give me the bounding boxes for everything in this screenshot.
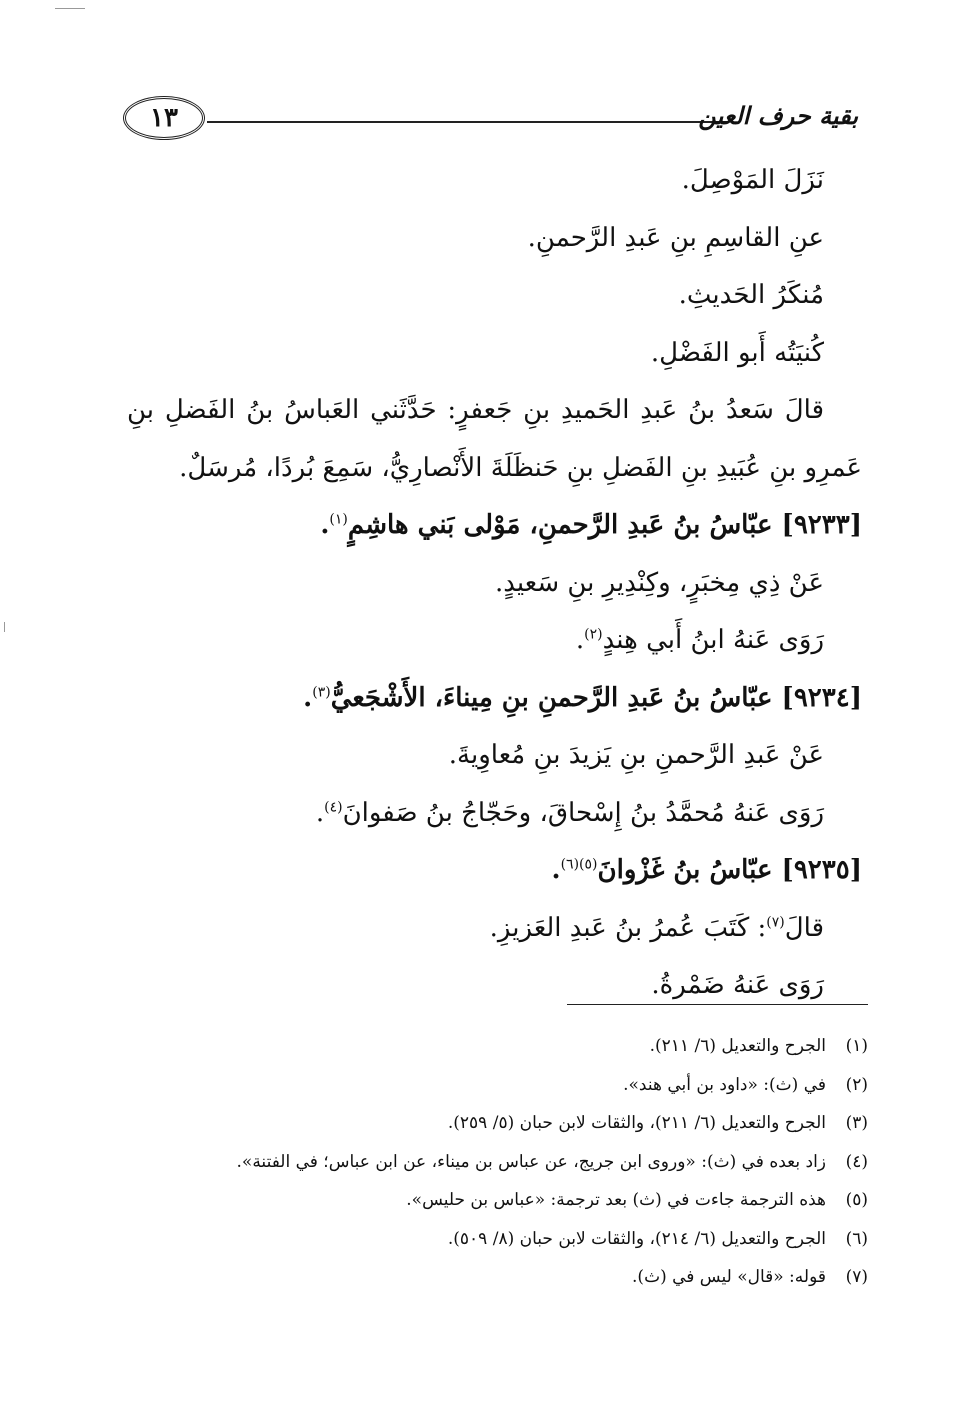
entry-heading-text: [٩٢٣٣] عبّاسُ بنُ عَبدِ الرَّحمنِ، مَوْلى بَني هاشِمٍ (347, 510, 862, 540)
text-line: نَزَلَ المَوْصِلَ. (681, 165, 824, 195)
footnote-text: الجرح والتعديل (٦/ ٢١١)، والثقات لابن حبان (٥/ ٢٥٩). (447, 1113, 826, 1133)
text-line: رَوَى عَنهُ مُحمَّدُ بنُ إِسْحاقَ، وحَجّاجُ بنُ صَفوانَ$^{(٤)}$. (315, 797, 824, 828)
text-line-content: رَوَى عَنهُ مُحمَّدُ بنُ إِسْحاقَ، وحَجّاجُ بنُ صَفوانَ (342, 797, 824, 828)
footnote-ref: (٣) (312, 683, 331, 700)
footnote (150, 1143, 868, 1182)
text-line: عنِ القاسِمِ بنِ عَبدِ الرَّحمنِ. (527, 222, 824, 253)
footnote-ref: (٥)(٦) (560, 856, 598, 873)
text-line: مُنكَرُ الحَديثِ. (678, 280, 824, 310)
footnote-number: (٦) (845, 1228, 868, 1249)
entry-heading: [٩٢٣٤] عبّاسُ بنُ عَبدِ الرَّحمنِ بنِ مِيناءَ، الأَشْجَعيُّ$^{(٣)}$. (303, 682, 862, 713)
footnote (150, 1220, 868, 1259)
footnote (150, 1027, 868, 1066)
footnote-text: في (ث): «داود بن أبي هند». (623, 1074, 826, 1095)
entry-heading-text: [٩٢٣٥] عبّاسُ بنُ غَزْوانَ (597, 855, 862, 885)
footnote-number: (٤) (845, 1151, 868, 1172)
footnote-ref: (١) (329, 511, 348, 528)
entry-heading: [٩٢٣٣] عبّاسُ بنُ عَبدِ الرَّحمنِ، مَوْلى بَني هاشِمٍ$^{(١)}$. (320, 510, 862, 540)
header-rule (207, 121, 728, 123)
entry-heading-text: [٩٢٣٤] عبّاسُ بنُ عَبدِ الرَّحمنِ بنِ مِيناءَ، الأَشْجَعيُّ (330, 682, 862, 713)
entry-heading: [٩٢٣٥] عبّاسُ بنُ غَزْوانَ$^{(٥)(٦)}$. (551, 855, 862, 885)
running-title: بقية حرف العين (698, 101, 858, 130)
footnote-text: الجرح والتعديل (٦/ ٢١٤)، والثقات لابن حبان (٨/ ٥٠٩). (447, 1228, 826, 1249)
footnote-number: (٣) (845, 1113, 868, 1133)
footnote-number: (٥) (845, 1190, 868, 1210)
footnote-text: هذه الترجمة جاءت في (ث) بعد ترجمة: «عباس بن حليس». (406, 1190, 826, 1210)
footnote-ref: (٢) (584, 626, 603, 643)
margin-mark (4, 622, 5, 632)
page-number: ١٣ (123, 96, 205, 140)
text-line: عَمرِو بنِ عُبَيدِ بنِ الفَضلِ بنِ حَنظَلَةَ الأَنْصارِيُّ، سَمِعَ بُردًا، مُرسَلٌ. (179, 452, 862, 483)
text-line: عَنْ ذِي مِخبَرٍ، وكِنْدِيرِ بنِ سَعيدٍ. (495, 567, 824, 598)
footnote (150, 1104, 868, 1143)
footnote (150, 1181, 868, 1220)
main-text (127, 152, 862, 1015)
footnote-number: (٢) (845, 1074, 868, 1095)
text-line: رَوَى عَنهُ ضَمْرةُ. (651, 970, 824, 1000)
footnotes (150, 1027, 868, 1297)
page-header (123, 96, 858, 144)
footnote-text: قوله: «قال» ليس في (ث). (632, 1267, 826, 1287)
text-line-content: : كَتَبَ عُمرُ بنُ عَبدِ العَزيزِ. (489, 912, 767, 943)
footnote (150, 1258, 868, 1297)
text-line: رَوَى عَنهُ ابنُ أَبي هِندٍ$^{(٢)}$. (575, 625, 824, 655)
footnote-ref: (٧) (766, 913, 785, 930)
footnote-number: (١) (845, 1036, 868, 1056)
text-line: عَنْ عَبدِ الرَّحمنِ بنِ يَزيدَ بنِ مُعاوِيةَ. (448, 740, 824, 770)
footnote-ref: (٤) (324, 798, 343, 815)
text-line: قالَ سَعدُ بنُ عَبدِ الحَميدِ بنِ جَعفرٍ: حَدَّثَني العَباسُ بنُ الفَضلِ بنِ (127, 395, 824, 425)
text-line-content: قالَ (784, 912, 824, 943)
footnote-text: زاد بعده في (ث): «وروى ابن جريج، عن عباس بن ميناء، عن ابن عباس؛ في الفتنة». (236, 1151, 826, 1172)
text-line-content: رَوَى عَنهُ ابنُ أَبي هِندٍ (602, 625, 824, 655)
footnote-number: (٧) (845, 1267, 868, 1287)
top-margin-rule (55, 8, 85, 9)
footnote (150, 1066, 868, 1105)
footnote-divider (567, 1004, 868, 1005)
text-line (127, 900, 862, 958)
footnote-text: الجرح والتعديل (٦/ ٢١١). (649, 1036, 826, 1056)
text-line: كُنيَتُه أَبو الفَضْلِ. (650, 337, 824, 368)
